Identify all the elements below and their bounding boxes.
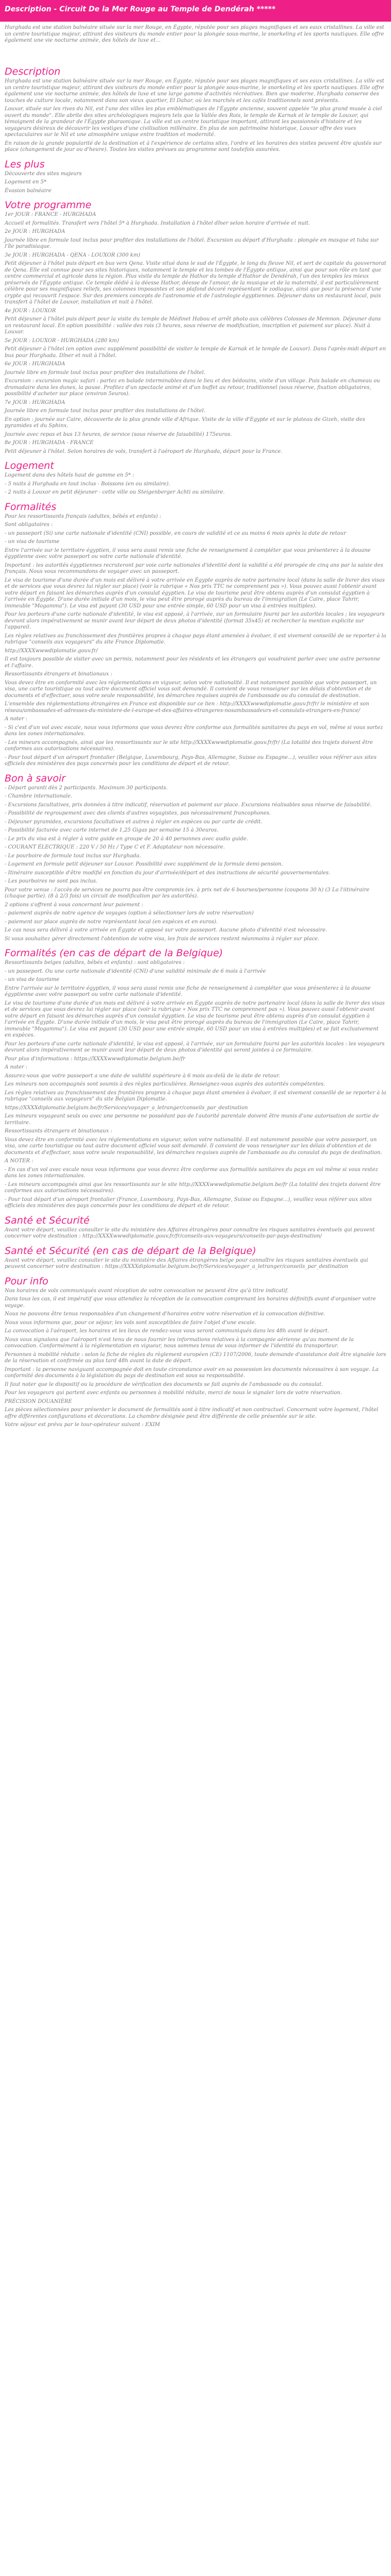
section-paragraph: Nous vous informons que, pour ce séjour, les vols sont susceptibles de faire l'objet d'une escale. [5, 1319, 256, 1326]
section-paragraph: Journée libre en formule tout inclus pour profiter des installations de l'hôtel. [5, 408, 206, 414]
section-paragraph: Il est toujours possible de visiter avec un permis, notamment pour les résidents et les étrangers qui voudraient parler avec une autre personne et l'affaire. [5, 656, 380, 669]
section-paragraph: https://XXXXdiplomatie.belgium.be/fr/Services/voyager_a_letranger/conseils_par_destination [5, 1105, 248, 1111]
section-paragraph: - paiement auprès de notre agence de voyages (option à sélectionner lors de votre réservation) [5, 910, 254, 916]
section-paragraph: - un visa de tourisme [5, 539, 60, 545]
section-paragraph: 3e JOUR : HURGHADA - QENA - LOUXOR (300 km) [5, 252, 140, 258]
section-paragraph: Les mineurs voyageant seuls ou avec une personne ne possédant pas de l'autorité parentale doivent être munis d'une autorisation de sortie de territoire. [5, 1113, 379, 1126]
section-paragraph: Entre l'arrivée sur le territoire égyptien, il vous sera aussi remis une fiche de renseignement à compléter que vous présenterez à la douane égyptienne avec votre passeport ou votre carte nationale d'identité. [5, 985, 371, 997]
section-paragraph: En raison de la grande popularité de la destination et à l'expérience de certains sites, l'ordre et les horaires des visites peuvent être ajustés sur place (changement de jour ou d'heure). Toutes les visites prévues au programme sont toutefois assurées. [5, 140, 382, 152]
section-paragraph: - Chambre internationale. [5, 793, 73, 799]
section-paragraph: Petit déjeuner à l'hôtel puis départ pour la visite du temple de Médinet Habou et arrêt photo aux célèbres Colosses de Memnon. Déjeuner dans un restaurant local. En option possibilité : vallée des rois (3 heures, sous réserve de modification, inscription et paiement sur place). Nuit à Louxor. [5, 316, 381, 335]
section-paragraph: A NOTER : [5, 1158, 34, 1164]
section-paragraph: - un passeport (Si) une carte nationale d'identité (CNI) possible, en cours de validité et ce au moins 6 mois après la date de retour [5, 530, 346, 536]
section-paragraph: http://XXXXwwwdiplomatie.gouv.fr/ [5, 648, 98, 654]
section-paragraph: - Logement en formule petit déjeuner sur Louxor. Possibilité avec supplément de la formule demi-pension. [5, 861, 283, 867]
section [5, 159, 386, 195]
section-heading: Santé et Sécurité [5, 1214, 90, 1226]
section-paragraph: Découverte des sites majeurs [5, 171, 82, 177]
section-paragraph: Les règles relatives au franchissement des frontières propres à chaque pays étant amenées à évoluer, il est vivement conseillé de se reporter à la rubrique "conseils aux voyageurs" du site France Diplomatie. [5, 633, 386, 645]
page-title: Description - Circuit De la Mer Rouge au Temple de Dendérah ***** [5, 5, 276, 13]
section-paragraph: Le visa de tourisme d'une durée d'un mois est délivré à votre arrivée en Égypte auprès de notre partenaire local (dans la salle de livrer des visas et de services que vous devrez lui régler sur place (voir la rubrique « Nos prix TTC ne comprennent pas »). Vous pouvez aussi l'obtenir avant votre départ en faisant les démarches auprès d'un consulat égyptien. Le visa de tourisme peut être obtenu auprès d'un consulat égyptien à l'arrivée en Égypte. D'une durée initiale d'un mois, le visa peut être prorogé auprès du bureau de l'immigration (Le Caire, place Tahrir, immeuble "Mogamma"). Le visa est payant (30 USD pour une entrée simple, 60 USD pour un visa à entrées multiples) et se fait exclusivement en espèces. [5, 1000, 385, 1038]
section-heading: Les plus [5, 158, 45, 170]
section-paragraph: 5e JOUR : LOUXOR - HURGHADA (280 km) [5, 337, 119, 344]
section-paragraph: 8e JOUR : HURGHADA - FRANCE [5, 440, 94, 446]
section-paragraph: - un visa de tourisme [5, 977, 60, 982]
section-paragraph: Les mineurs non accompagnés sont soumis à des règles particulières. Renseignez-vous auprès des autorités compétentes. [5, 1081, 325, 1087]
section-paragraph: - un passeport. Ou une carte nationale d'identité (CNI) d'une validité minimale de 6 mois à l'arrivée [5, 968, 266, 974]
section-paragraph: - Départ garanti dès 2 participants. Maximum 30 participants. [5, 785, 168, 791]
section-paragraph: 6e JOUR : HURGHADA [5, 361, 66, 367]
section [5, 1276, 386, 1429]
section-paragraph: - Possibilité de regroupement avec des clients d'autres voyagistes, pas nécessairement francophones. [5, 810, 271, 816]
section-paragraph: Dans tous les cas, il est impératif que vous attendiez la réception de la convocation comprenant les horaires définitifs avant d'organiser votre voyage. [5, 1296, 376, 1309]
section-paragraph: Ressortissants belges (adultes, bébés et enfants) : sont obligatoires : [5, 960, 185, 965]
section-paragraph: Si vous souhaitez gérer directement l'obtention de votre visa, les frais de services restent néanmoins à régler sur place. [5, 936, 320, 942]
section-paragraph: Avant votre départ, veuillez consulter le site du ministère des Affaires étrangères pour connaître les risques sanitaires éventuels qui peuvent concerner votre destination : http://XXXXwwwdiplomatie.gouv.fr/fr/conseils-aux-voyageurs/conseils-par-pays-destination/ [5, 1227, 375, 1239]
section-paragraph: 2e JOUR : HURGHADA [5, 229, 66, 234]
section-paragraph: Vous devez être en conformité avec les réglementations en vigueur, selon votre nationalité. Il est notamment possible que votre passeport, un visa, une carte touristique ou tout autre document officiel vous soit demandé. Il convient de vous renseigner sur les délais d'obtention et de documents et d'effectuer, sous votre seule responsabilité, les démarches requises auprès de l'ambassade ou du consulat de destination. [5, 680, 377, 699]
section-paragraph: PRÉCISION DOUANIÈRE [5, 1398, 72, 1404]
intro [5, 25, 386, 44]
section-heading: Votre programme [5, 199, 92, 211]
section-heading: Formalités [5, 501, 57, 513]
section-paragraph: Pour votre venue : l'accès de services ne pourra pas être compromis (ex. à prix net de 6 bourses/personne (coupons 30 h) (3 La l'iitinéraire (chaque partie). (8 à 2/3 fois) un circuit de modification par les autorités). [5, 887, 370, 899]
section-paragraph: - Déjeuner pyramides, excursions facultatives et autres à régler en espèces ou par carte de crédit. [5, 819, 263, 825]
section [5, 947, 386, 1210]
section-paragraph: Logement en 5* [5, 179, 46, 185]
section-paragraph: Nous vous signalons que l'aéroport n'est tenu de nous fournir les informations relatives à la compagnie aérienne qu'au moment de la convocation. Conformément à la réglementation en vigueur, nous sommes tenus de vous informer de l'identité du transporteur. [5, 1336, 354, 1349]
section-paragraph: Petit déjeuner à l'hôtel. Selon horaires de vols, transfert à l'aéroport de Hurghada, départ pour la France. [5, 448, 283, 454]
section-paragraph: Le visa de tourisme d'une durée d'un mois est délivré à votre arrivée en Égypte auprès de notre partenaire local (dans la salle de livrer des visas et de services que vous devrez lui régler sur place) (voir la rubrique « Nos prix TTC ne comprennent pas »). Vous pouvez aussi l'obtenir avant votre départ en faisant les démarches auprès d'un consulat égyptien. Le visa de tourisme peut être obtenu auprès d'un consulat égyptien à l'arrivée en Égypte. D'une durée initiale d'un mois, le visa peut être prorogé auprès du bureau de l'immigration (Le Caire, place Tahrir, immeuble "Mogamma"). Le visa est payant (30 USD pour une entrée simple, 60 USD pour un visa à entrées multiples). [5, 577, 385, 609]
section [5, 66, 386, 154]
section-paragraph: 7e JOUR : HURGHADA [5, 399, 66, 405]
section-paragraph: Avant votre départ, veuillez consulter le site du ministère des Affaires étrangères belge pour connaître les risques sanitaires éventuels qui peuvent concerner votre destination : https://XXXXdiplomatie.belgium.be/fr/Services/voyager_a_letranger/conseils_par_destination [5, 1257, 368, 1269]
section-paragraph: Personnes à mobilité réduite : selon la fiche de règles du règlement européen (CE) 1107/2006, toute demande d'assistance doit être signalée lors de la réservation et confirmée au plus tard 48h avant la date de départ. [5, 1351, 386, 1364]
section-paragraph: - 5 nuits à Hurghada en tout inclus - Boissons (en ou similaire). [5, 481, 170, 487]
section-paragraph: - Les mineurs accompagnés ainsi que les ressortissants sur le site http://XXXXwwwdiplomatie.belgium.be/fr (La totalité des trajets doivent être conformes aux autorisations nécessaires). [5, 1181, 381, 1194]
section-paragraph: Pour les porteurs d'une carte nationale d'identité, le visa est apposé, à l'arrivée, sur un formulaire fourni par les autorités locales : les voyageurs devront alors impérativement se munir avant leur départ de deux photos d'identité qui seront jointes à ce formulaire. [5, 1041, 385, 1053]
section-heading: Logement [5, 460, 54, 471]
section-paragraph: A noter : [5, 1064, 28, 1070]
section-paragraph: Louxor, située sur les rives du Nil, est l'une des villes les plus emblématiques de l'Égypte ancienne, souvent appelée "le plus grand musée à ciel ouvert du monde". Elle abrite des sites archéologiques majeurs tels que la Vallée des Rois, le temple de Karnak et le temple de Louxor, qui témoignent de la grandeur de l'Égypte pharaonique. La ville est un centre touristique important, attirant les passionnés d'histoire et les voyageurs désireux de découvrir les vestiges d'une civilisation millénaire. En plus de son patrimoine historique, Louxor offre des vues spectaculaires sur le Nil et une atmosphère unique entre tradition et modernité. [5, 106, 382, 138]
section-paragraph: - Possibilité facturée avec carte internet de 1,25 Gigas par semaine 15 à 30euros. [5, 827, 219, 833]
section-paragraph: Pour les voyageurs qui partent avec enfants ou personnes à mobilité réduite, merci de nous le signaler lors de votre réservation. [5, 1390, 342, 1396]
section-paragraph: - paiement sur place auprès de notre représentant local (en espèces et en euros). [5, 919, 218, 925]
section-paragraph: - Si c'est d'un vol avec escale, nous vous informons que vous devrez être conforme aux formalités sanitaires du pays en vol, même si vous sortez dans les zones internationales. [5, 724, 383, 737]
section-paragraph: Ressortissants étrangers et binationaux : [5, 1128, 112, 1134]
section-paragraph: Excursion : excursion magic safari : partez en balade interminables dans le lieu et des bédouins, visite d'un village. Puis balade en chameau ou dromadaire dans les dunes, la pause. Profitez d'un spectacle animé et d'un buffet au retour, traditionnel (sous réserve, fixation obligatoires, possibilité d'acheter sur place (environ 5euros). [5, 378, 380, 397]
section-paragraph: Vous devez être en conformité avec les réglementations en vigueur, selon votre nationalité. Il est notamment possible que votre passeport, un visa, une carte touristique ou tout autre document officiel vous soit demandé. Il convient de vous renseigner sur les délais d'obtention et de documents et d'effectuer, sous votre seule responsabilité, les démarches requises auprès de l'ambassade ou du consulat du pays de destination. [5, 1137, 382, 1156]
section-paragraph: Accueil et formalités. Transfert vers l'hôtel 5* à Hurghada. Installation à l'hôtel dîner selon horaire d'arrivée et nuit. [5, 220, 310, 226]
section-paragraph: Petit déjeuner à l'hôtel (en option avec supplément possibilité de visiter le temple de Karnak et le temple de Louxor). Dans l'après-midi départ en bus pour Hurghada. Dîner et nuit à l'hôtel. [5, 346, 386, 359]
section-heading: Bon à savoir [5, 772, 66, 784]
section-paragraph: - Pour tout départ d'un aéroport frontalier (Belgique, Luxembourg, Pays-Bas, Allemagne, Suisse ou Espagne...), veuillez vous référer aux sites officiels des ministères des pays concernés pour les conditions de départ et de retour. [5, 754, 377, 767]
section-paragraph: - Les mineurs accompagnés, ainsi que les ressortissants sur le site http://XXXXwwwdiplomatie.gouv.fr/fr/ (La totalité des trajets doivent être conformes aux autorisations nécessaires). [5, 739, 373, 752]
section-heading: Formalités (en cas de départ de la Belgique) [5, 947, 223, 959]
section-paragraph: Le cas nous sera délivré à votre arrivée en Égypte et apposé sur votre passeport. Aucune photo d'identité n'est nécessaire. [5, 927, 328, 933]
section-paragraph: - Itinéraire susceptible d'être modifié en fonction du jour d'arrivée/départ et des instructions de sécurité gouvernementales. [5, 870, 331, 876]
title-banner [0, 0, 391, 22]
section-paragraph: Journée libre en formule tout inclus pour profiter des installations de l'hôtel. [5, 369, 206, 376]
section-paragraph: Entre l'arrivée sur le territoire égyptien, il vous sera aussi remis une fiche de renseignement à compléter que vous présenterez à la douane égyptienne avec votre passeport ou votre carte nationale d'identité. [5, 547, 371, 560]
section-paragraph: La convocation à l'aéroport, les horaires et les lieux de rendez-vous vous seront communiqués dans les 48h avant le départ. [5, 1328, 329, 1334]
section-paragraph: Sont obligatoires : [5, 522, 53, 528]
section-paragraph: Pour plus d'informations : https://XXXXwwwdiplomatie.belgium.be/fr [5, 1056, 186, 1062]
content [5, 61, 386, 1431]
section-paragraph: - En cas d'un vol avec escale nous vous informons que vous devrez être conforme aux formalités sanitaires du pays en vol même si vous restez dans les zones internationales. [5, 1166, 378, 1179]
section-paragraph: - Les pourboires ne sont pas inclus. [5, 878, 97, 884]
section-paragraph: Petit déjeuner à l'hôtel puis départ en bus vers Qena. Visite situé dans le sud de l'Égypte, le long du fleuve Nil, et sert de capitale du gouvernorat de Qena. Elle est connue pour ses sites historiques, notamment le temple et les tombes de l'Égypte antique, ainsi que pour son rôle en tant que centre commercial et agricole dans la région. Plus visite du temple de Hathor du temple d'Hathor de Dendérah, l'un des temples les mieux préservés de l'Égypte antique. Ce temple dédié à la déesse Hathor, déesse de l'amour, de la musique et de la maternité, il est particulièrement célèbre pour ses magnifiques reliefs, ses colonnes imposantes et son plafond décoré représentant le zodiaque, ainsi que pour la présence d'une crypte qui recouvrit l'espace. Sur des premiers concepts de l'astronomie et de l'astrologie égyptiennes. Déjeuner dans un restaurant local, puis transfert à l'hôtel de Louxor, installation et nuit à l'hôtel. [5, 261, 386, 305]
section-paragraph: - Le prix du visa est à régler à votre guide en groupe de 20 à 40 personnes avec audio guide. [5, 836, 248, 842]
section-paragraph: - Le pourboire de formule tout inclus sur Hurghada. [5, 853, 141, 859]
section-paragraph: - COURANT ÉLECTRIQUE : 220 V / 50 Hz / Type C et F. Adaptateur non nécessaire. [5, 844, 225, 850]
section-paragraph: Nous ne pouvons être tenus responsables d'un changement d'horaires entre votre réservation et la convocation définitive. [5, 1311, 325, 1317]
section-paragraph: Il faut noter que le dispositif ou la procédure de vérification des documents se fait auprès de l'ambassade ou du consulat. [5, 1381, 323, 1387]
section-paragraph: 4e JOUR : LOUXOR [5, 308, 56, 314]
section-paragraph: 2 options s'offrent à vous concernant leur paiement : [5, 902, 143, 908]
section-heading: Santé et Sécurité (en cas de départ de la Belgique) [5, 1245, 256, 1257]
section-paragraph: - 2 nuits à Louxor en petit déjeuner - cette ville ou Steigenberger Achti ou similaire. [5, 489, 225, 495]
section-paragraph: Journée libre en formule tout inclus pour profiter des installations de l'hôtel. Excursion au départ d'Hurghada : plongée en masque et tuba sur l'île paradisiaque. [5, 237, 379, 249]
section-paragraph: - Excursions facultatives, prix données à titre indicatif, réservation et paiement sur place. Excursions réalisables sous réserve de faisabilité. [5, 802, 372, 808]
section [5, 460, 386, 496]
section-paragraph: Pour les porteurs d'une carte nationale d'identité, le visa est apposé, à l'arrivée, sur un formulaire fourni par les autorités locales ; les voyageurs devront alors impérativement se munir avant leur départ de deux photos d'identité (format 35x45) et rechercher la mention explicite sur l'appareil. [5, 612, 385, 630]
section-paragraph: Évasion balnéaire [5, 188, 52, 194]
section [5, 773, 386, 943]
section-paragraph: 1er JOUR : FRANCE - HURGHADA [5, 212, 96, 217]
section-paragraph: Important : la personne naviguant accompagnée doit en toute circonstance avoir en sa possession les documents nécessaires à son voyage. La conformité des documents à la législation du pays de destination est sous sa responsabilité. [5, 1366, 379, 1379]
section [5, 501, 386, 768]
section-paragraph: Ressortissants étrangers et binationaux : [5, 671, 112, 677]
section [5, 1215, 386, 1240]
section-heading: Description [5, 66, 61, 77]
section-paragraph: Logement dans des hôtels haut de gamme en 5* : [5, 472, 135, 478]
section-paragraph: Votre séjour est prévu par le tour-opérateur suivant : EXIM [5, 1422, 160, 1428]
section-paragraph: - Pour tout départ d'un aéroport frontalier (France, Luxembourg, Pays-Bas, Allemagne, Suisse ou Espagne...), veuillez vous référer aux sites officiels des ministères des pays concernés pour les conditions de départ et de retour. [5, 1196, 372, 1209]
section-heading: Pour info [5, 1275, 48, 1287]
section-paragraph: En option : journée sur Caire, découverte de la plus grande ville d'Afrique. Visite de la ville d'Egypte et sur le plateau de Gizeh, visite des pyramides et du Sphinx. [5, 416, 365, 429]
intro-paragraph: Hurghada est une station balnéaire située sur la mer Rouge, en Égypte, réputée pour ses plages magnifiques et ses eaux cristallines. La ville est un centre touristique majeur, attirant des visiteurs du monde entier pour la plongée sous-marine, le snorkeling et les sports nautiques. Elle offre également une vie nocturne animée, des hôtels de luxe et... [5, 25, 384, 43]
section-paragraph: L'ensemble des réglementations étrangères en France est disponible sur ce lien : http://XXXXwwwdiplomatie.gouv.fr/fr/ le ministère et son réseau/ambassades-et-adresses-du-ministere-de-l-europe-et-des-affaires-etrangeres-nosambassadeurs-et-consulats-etrangers-en-france/ [5, 701, 369, 714]
section-paragraph: Les règles relatives au franchissement des frontières propres à chaque pays étant amenées à évoluer, il est vivement conseillé de se reporter à la rubrique "conseils aux voyageurs" du site Belgian Diplomatie. [5, 1090, 386, 1102]
section [5, 199, 386, 455]
section-paragraph: Pour les ressortissants français (adultes, bébés et enfants) : [5, 513, 161, 519]
section-paragraph: Nos horaires de vols communiqués avant réception de votre convocation ne peuvent être qu'à titre indicatif. [5, 1287, 289, 1294]
section-paragraph: Important : les autorités égyptiennes recruteront par voie carte nationales d'identité dont la validité a été prorogée de cinq ans par la saisie des français. Nous vous recommandons de voyager avec un passeport. [5, 562, 383, 574]
section-paragraph: Assurez-vous que votre passeport a une date de validité supérieure à 6 mois au-delà de la date de retour. [5, 1073, 281, 1079]
section-paragraph: Hurghada est une station balnéaire située sur la mer Rouge, en Égypte, réputée pour ses plages magnifiques et ses eaux cristallines. La ville est un centre touristique majeur, attirant des visiteurs du monde entier pour la plongée sous-marine, le snorkeling et les sports nautiques. Elle offre également une vie nocturne animée, des hôtels de luxe et une large gamme d'activités récréatives. Bien que moderne, Hurghada conserve des touches de culture locale, notamment dans son vieux quartier, El Dahar, où les marchés et les cafés traditionnels sont présents. [5, 78, 384, 104]
section [5, 1245, 386, 1270]
section-paragraph: Journée avec repas et bus 13 heures, de service (sous réserve de faisabilité) 175euros. [5, 431, 232, 437]
section-paragraph: Les pièces sélectionnées pour présenter le document de formalités sont à titre indicatif et non contractuel. Concernant votre logement, l'hôtel offre différentes configurations et décorations. La chambre désignée peut être différente de celle présentée sur le site. [5, 1407, 379, 1419]
section-paragraph: A noter : [5, 716, 28, 722]
